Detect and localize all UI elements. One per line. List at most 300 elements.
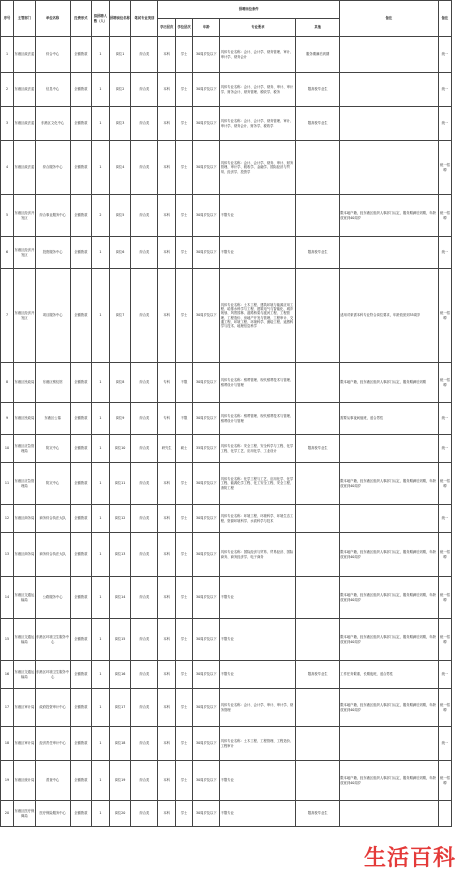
cell-age: 30周岁及以下 bbox=[193, 37, 220, 73]
cell-major: 具体专业名称：土木工程、工程管理、工程造价、工程审计 bbox=[220, 727, 296, 761]
cell-exam-category: 综合类 bbox=[131, 661, 158, 689]
cell-edu: 本科 bbox=[158, 37, 175, 73]
cell-remark: 限本地户籍，经东港区组织人事部门认定，服务期满后到期，年龄放宽到40周岁 bbox=[339, 577, 438, 619]
table-body bbox=[1, 37, 452, 827]
cell-last: 统一 bbox=[438, 37, 451, 73]
cell-remark: 工作任务繁重，长期夜班，适合男性 bbox=[339, 661, 438, 689]
cell-unit: 投资服务中心 bbox=[35, 237, 70, 269]
cell-last: 统一 bbox=[438, 107, 451, 141]
cell-post: 岗位9 bbox=[109, 403, 131, 435]
cell-other: 限高校毕业生 bbox=[296, 435, 340, 463]
cell-post: 岗位8 bbox=[109, 363, 131, 403]
cell-edu: 本科 bbox=[158, 73, 175, 107]
cell-age: 30周岁及以下 bbox=[193, 463, 220, 505]
cell-funding: 全额拨款 bbox=[70, 141, 92, 195]
cell-seq: 16 bbox=[1, 661, 14, 689]
table-row bbox=[1, 761, 452, 801]
cell-funding: 全额拨款 bbox=[70, 269, 92, 363]
cell-edu: 本科 bbox=[158, 237, 175, 269]
cell-post: 岗位16 bbox=[109, 661, 131, 689]
cell-degree: 不限 bbox=[175, 403, 192, 435]
table-row bbox=[1, 363, 452, 403]
cell-degree: 学士 bbox=[175, 107, 192, 141]
cell-last: 统一 bbox=[438, 403, 451, 435]
cell-other: 限高校毕业生 bbox=[296, 661, 340, 689]
cell-edu: 本科 bbox=[158, 269, 175, 363]
cell-unit: 东港区环境卫生服务中心 bbox=[35, 661, 70, 689]
cell-count: 1 bbox=[92, 463, 109, 505]
cell-unit: 防灾中心 bbox=[35, 435, 70, 463]
header-remark: 备注 bbox=[339, 1, 438, 37]
cell-edu: 研究生 bbox=[158, 435, 175, 463]
cell-count: 1 bbox=[92, 761, 109, 801]
cell-last: 统一 bbox=[438, 435, 451, 463]
header-count: 拟招聘人数（人） bbox=[92, 1, 109, 37]
cell-last: 统一招聘 bbox=[438, 761, 451, 801]
cell-major: 不限专业 bbox=[220, 661, 296, 689]
cell-seq: 4 bbox=[1, 141, 14, 195]
cell-count: 1 bbox=[92, 141, 109, 195]
cell-unit: 公路服务中心 bbox=[35, 577, 70, 619]
cell-other bbox=[296, 727, 340, 761]
cell-unit: 东港区殡仪馆 bbox=[35, 363, 70, 403]
cell-seq: 8 bbox=[1, 363, 14, 403]
cell-degree: 学士 bbox=[175, 577, 192, 619]
cell-last: 统一 bbox=[438, 505, 451, 533]
cell-dept: 东港区政法委 bbox=[14, 141, 36, 195]
table-row bbox=[1, 533, 452, 577]
cell-exam-category: 综合类 bbox=[131, 761, 158, 801]
cell-age: 30周岁及以下 bbox=[193, 269, 220, 363]
table-row bbox=[1, 37, 452, 73]
cell-remark: 限本地户籍，经东港区组织人事部门认定，服务期满后到期，年龄放宽到40周岁 bbox=[339, 689, 438, 727]
cell-remark: 限本地户籍，经东港区组织人事部门认定，服务期满后到期 bbox=[339, 363, 438, 403]
cell-exam-category: 综合类 bbox=[131, 237, 158, 269]
cell-edu: 本科 bbox=[158, 141, 175, 195]
cell-age: 35周岁及以下 bbox=[193, 435, 220, 463]
cell-last: 统一 bbox=[438, 661, 451, 689]
table-row bbox=[1, 195, 452, 237]
cell-funding: 全额拨款 bbox=[70, 801, 92, 827]
cell-post: 岗位12 bbox=[109, 505, 131, 533]
cell-exam-category: 综合类 bbox=[131, 403, 158, 435]
cell-major: 不限专业 bbox=[220, 761, 296, 801]
table-row bbox=[1, 237, 452, 269]
cell-other bbox=[296, 577, 340, 619]
cell-unit: 东港区文化中心 bbox=[35, 107, 70, 141]
cell-other bbox=[296, 761, 340, 801]
cell-seq: 7 bbox=[1, 269, 14, 363]
cell-major: 具体专业名称：化学工程与工艺、应用化学、化学工程、能源化学工程、化工安全工程、安全工程、消防工程 bbox=[220, 463, 296, 505]
table-row bbox=[1, 73, 452, 107]
table-row bbox=[1, 727, 452, 761]
cell-exam-category: 综合类 bbox=[131, 727, 158, 761]
cell-age: 30周岁及以下 bbox=[193, 195, 220, 237]
cell-funding: 全额拨款 bbox=[70, 619, 92, 661]
cell-dept: 东港区交通运输局 bbox=[14, 577, 36, 619]
cell-degree: 学士 bbox=[175, 141, 192, 195]
cell-dept: 东港区统计局 bbox=[14, 761, 36, 801]
cell-dept: 东港区审计局 bbox=[14, 689, 36, 727]
cell-funding: 全额拨款 bbox=[70, 237, 92, 269]
cell-count: 1 bbox=[92, 689, 109, 727]
cell-age: 30周岁及以下 bbox=[193, 141, 220, 195]
cell-dept: 东港区政法委 bbox=[14, 37, 36, 73]
cell-post: 岗位10 bbox=[109, 435, 131, 463]
cell-last: 统一招聘 bbox=[438, 619, 451, 661]
cell-major: 具体专业名称：会计、会计学、财务、审计、审计学、财务会计、财务管理、税收学、税务 bbox=[220, 73, 296, 107]
header-last: 备注 bbox=[438, 1, 451, 37]
cell-post: 岗位1 bbox=[109, 37, 131, 73]
cell-funding: 全额拨款 bbox=[70, 761, 92, 801]
cell-last: 统一 bbox=[438, 237, 451, 269]
cell-dept: 东港区应急管理局 bbox=[14, 435, 36, 463]
table-row bbox=[1, 689, 452, 727]
cell-major: 不限专业 bbox=[220, 577, 296, 619]
cell-dept: 东港区民政局 bbox=[14, 363, 36, 403]
header-row bbox=[1, 1, 452, 19]
cell-count: 1 bbox=[92, 435, 109, 463]
header-unit: 单位名称 bbox=[35, 1, 70, 37]
cell-age: 30周岁及以下 bbox=[193, 107, 220, 141]
cell-age: 30周岁及以下 bbox=[193, 237, 220, 269]
cell-post: 岗位13 bbox=[109, 533, 131, 577]
cell-unit: 普查中心 bbox=[35, 761, 70, 801]
cell-other bbox=[296, 269, 340, 363]
cell-unit: 商务综合执法大队 bbox=[35, 533, 70, 577]
cell-exam-category: 综合类 bbox=[131, 195, 158, 237]
cell-last: 统一招聘 bbox=[438, 363, 451, 403]
cell-count: 1 bbox=[92, 73, 109, 107]
cell-exam-category: 综合类 bbox=[131, 435, 158, 463]
cell-other bbox=[296, 363, 340, 403]
cell-funding: 全额拨款 bbox=[70, 727, 92, 761]
cell-edu: 专科 bbox=[158, 363, 175, 403]
cell-other bbox=[296, 619, 340, 661]
cell-post: 岗位3 bbox=[109, 107, 131, 141]
cell-count: 1 bbox=[92, 505, 109, 533]
cell-last: 统一招聘 bbox=[438, 577, 451, 619]
cell-major: 具体专业名称：安全工程、安全科学与工程、化学工程、化学工艺、应用化学、工业设计 bbox=[220, 435, 296, 463]
table-row bbox=[1, 141, 452, 195]
cell-age: 30周岁及以下 bbox=[193, 73, 220, 107]
cell-exam-category: 综合类 bbox=[131, 619, 158, 661]
cell-age: 30周岁及以下 bbox=[193, 577, 220, 619]
cell-last: 统一招聘 bbox=[438, 463, 451, 505]
cell-unit: 综合服务中心 bbox=[35, 141, 70, 195]
cell-major: 具体专业名称：环境工程、环境科学、环境生态工程、资源环境科学、水质科学与技术 bbox=[220, 505, 296, 533]
cell-other: 服务期满后到期 bbox=[296, 37, 340, 73]
cell-exam-category: 综合类 bbox=[131, 463, 158, 505]
cell-count: 1 bbox=[92, 107, 109, 141]
cell-edu: 本科 bbox=[158, 463, 175, 505]
cell-seq: 9 bbox=[1, 403, 14, 435]
cell-exam-category: 综合类 bbox=[131, 689, 158, 727]
cell-count: 1 bbox=[92, 661, 109, 689]
cell-post: 岗位15 bbox=[109, 619, 131, 661]
table-row bbox=[1, 619, 452, 661]
cell-count: 1 bbox=[92, 403, 109, 435]
cell-funding: 全额拨款 bbox=[70, 463, 92, 505]
cell-remark: 适用对象需本科专业符合岗位要求，年龄放宽到35周岁 bbox=[339, 269, 438, 363]
cell-remark bbox=[339, 801, 438, 827]
cell-funding: 全额拨款 bbox=[70, 403, 92, 435]
cell-edu: 本科 bbox=[158, 727, 175, 761]
cell-post: 岗位7 bbox=[109, 269, 131, 363]
cell-edu: 专科 bbox=[158, 403, 175, 435]
cell-degree: 学士 bbox=[175, 661, 192, 689]
cell-funding: 全额拨款 bbox=[70, 661, 92, 689]
cell-major: 不限专业 bbox=[220, 801, 296, 827]
cell-unit: 项目服务中心 bbox=[35, 269, 70, 363]
cell-other: 限高校毕业生 bbox=[296, 237, 340, 269]
cell-remark: 限本地户籍，经东港区组织人事部门认定，服务期满后到期，年龄放宽到40周岁 bbox=[339, 195, 438, 237]
cell-other bbox=[296, 505, 340, 533]
cell-remark bbox=[339, 435, 438, 463]
cell-major: 具体专业名称：殡葬管理、现代殡葬技术与管理、殡葬设计与管理 bbox=[220, 403, 296, 435]
cell-dept: 东港区审计局 bbox=[14, 727, 36, 761]
cell-unit: 东港区公墓 bbox=[35, 403, 70, 435]
cell-edu: 本科 bbox=[158, 761, 175, 801]
cell-count: 1 bbox=[92, 533, 109, 577]
cell-seq: 2 bbox=[1, 73, 14, 107]
cell-remark bbox=[339, 141, 438, 195]
cell-remark bbox=[339, 727, 438, 761]
cell-seq: 3 bbox=[1, 107, 14, 141]
cell-dept: 东港区交通运输局 bbox=[14, 661, 36, 689]
cell-seq: 17 bbox=[1, 689, 14, 727]
cell-dept: 东港区医疗保障局 bbox=[14, 801, 36, 827]
cell-major: 具体专业名称：会计、会计学、审计、审计学、财务管理 bbox=[220, 689, 296, 727]
cell-unit: 政府投资审计中心 bbox=[35, 689, 70, 727]
cell-degree: 学士 bbox=[175, 761, 192, 801]
cell-funding: 全额拨款 bbox=[70, 505, 92, 533]
cell-exam-category: 综合类 bbox=[131, 363, 158, 403]
cell-post: 岗位6 bbox=[109, 237, 131, 269]
cell-dept: 东港区商务局 bbox=[14, 505, 36, 533]
cell-post: 岗位18 bbox=[109, 727, 131, 761]
cell-other bbox=[296, 141, 340, 195]
cell-edu: 本科 bbox=[158, 533, 175, 577]
cell-degree: 学士 bbox=[175, 195, 192, 237]
cell-age: 30周岁及以下 bbox=[193, 761, 220, 801]
cell-post: 岗位5 bbox=[109, 195, 131, 237]
cell-edu: 本科 bbox=[158, 577, 175, 619]
cell-seq: 13 bbox=[1, 533, 14, 577]
header-exam-category: 笔试专业类别 bbox=[131, 1, 158, 37]
cell-exam-category: 综合类 bbox=[131, 533, 158, 577]
cell-edu: 本科 bbox=[158, 661, 175, 689]
table-row bbox=[1, 463, 452, 505]
cell-remark bbox=[339, 107, 438, 141]
cell-unit: 东港区环境卫生服务中心 bbox=[35, 619, 70, 661]
cell-remark bbox=[339, 37, 438, 73]
cell-last bbox=[438, 801, 451, 827]
header-conditions-group: 招聘岗位条件 bbox=[158, 1, 339, 19]
cell-edu: 本科 bbox=[158, 619, 175, 661]
cell-count: 1 bbox=[92, 577, 109, 619]
table-row bbox=[1, 435, 452, 463]
cell-age: 30周岁及以下 bbox=[193, 661, 220, 689]
cell-last: 统一 bbox=[438, 727, 451, 761]
cell-funding: 全额拨款 bbox=[70, 73, 92, 107]
header-dept: 主管部门 bbox=[14, 1, 36, 37]
cell-post: 岗位20 bbox=[109, 801, 131, 827]
table-row bbox=[1, 107, 452, 141]
cell-seq: 1 bbox=[1, 37, 14, 73]
cell-major: 不限专业 bbox=[220, 619, 296, 661]
cell-unit: 商务综合执法大队 bbox=[35, 505, 70, 533]
cell-major: 不限专业 bbox=[220, 237, 296, 269]
cell-age: 30周岁及以下 bbox=[193, 801, 220, 827]
cell-edu: 本科 bbox=[158, 689, 175, 727]
watermark-logo: 生活百科 bbox=[363, 846, 456, 871]
header-major: 专业要求 bbox=[220, 19, 296, 37]
cell-unit: 综合事业服务中心 bbox=[35, 195, 70, 237]
cell-major: 具体专业名称：土木工程、建筑环境与能源应用工程、给排水科学与工程、建筑电气与智能化、城乡规划、风景园林、道路桥梁与渡河工程、工程管理、工程造价、房地产开发与管理、工程审计、交通工程、环境工程、环境科学、测绘工程、遥感科学与技术、地理信息科学 bbox=[220, 269, 296, 363]
cell-other: 限高校毕业生 bbox=[296, 107, 340, 141]
cell-seq: 6 bbox=[1, 237, 14, 269]
cell-degree: 学士 bbox=[175, 727, 192, 761]
cell-seq: 5 bbox=[1, 195, 14, 237]
cell-funding: 全额拨款 bbox=[70, 435, 92, 463]
cell-degree: 学士 bbox=[175, 505, 192, 533]
cell-remark bbox=[339, 505, 438, 533]
cell-remark: 限本地户籍，经东港区组织人事部门认定，服务期满后到期，年龄放宽到40周岁 bbox=[339, 463, 438, 505]
cell-dept: 东港区应急管理局 bbox=[14, 463, 36, 505]
cell-seq: 11 bbox=[1, 463, 14, 505]
cell-exam-category: 综合类 bbox=[131, 801, 158, 827]
cell-major: 具体专业名称：国际经济与贸易、贸易经济、国际商务、商务经济学、电子商务 bbox=[220, 533, 296, 577]
cell-exam-category: 综合类 bbox=[131, 73, 158, 107]
cell-funding: 全额拨款 bbox=[70, 195, 92, 237]
cell-last: 统一招聘 bbox=[438, 689, 451, 727]
cell-post: 岗位2 bbox=[109, 73, 131, 107]
cell-degree: 学士 bbox=[175, 237, 192, 269]
cell-post: 岗位4 bbox=[109, 141, 131, 195]
cell-count: 1 bbox=[92, 363, 109, 403]
cell-other bbox=[296, 533, 340, 577]
table-row bbox=[1, 577, 452, 619]
cell-major: 具体专业名称：会计、会计学、财务、审计、财务管理、审计学、税收学、金融学、国际经济与贸易、经济学、投资学 bbox=[220, 141, 296, 195]
cell-exam-category: 综合类 bbox=[131, 577, 158, 619]
table-row bbox=[1, 505, 452, 533]
cell-age: 30周岁及以下 bbox=[193, 403, 220, 435]
cell-count: 1 bbox=[92, 269, 109, 363]
cell-major: 具体专业名称：会计、会计学、财务管理、审计、审计学、财务会计 bbox=[220, 37, 296, 73]
cell-unit: 经济责任审计中心 bbox=[35, 727, 70, 761]
cell-degree: 学士 bbox=[175, 463, 192, 505]
table-row bbox=[1, 661, 452, 689]
cell-major: 不限专业 bbox=[220, 195, 296, 237]
cell-degree: 学士 bbox=[175, 619, 192, 661]
cell-funding: 全额拨款 bbox=[70, 533, 92, 577]
header-age: 年龄 bbox=[193, 19, 220, 37]
cell-exam-category: 综合类 bbox=[131, 107, 158, 141]
cell-post: 岗位11 bbox=[109, 463, 131, 505]
cell-count: 1 bbox=[92, 37, 109, 73]
cell-dept: 东港区政法委 bbox=[14, 73, 36, 107]
cell-edu: 本科 bbox=[158, 107, 175, 141]
cell-remark bbox=[339, 73, 438, 107]
cell-exam-category: 综合类 bbox=[131, 269, 158, 363]
header-seq: 序号 bbox=[1, 1, 14, 37]
cell-other bbox=[296, 463, 340, 505]
cell-seq: 20 bbox=[1, 801, 14, 827]
cell-unit: 防灾中心 bbox=[35, 463, 70, 505]
cell-edu: 本科 bbox=[158, 505, 175, 533]
cell-count: 1 bbox=[92, 727, 109, 761]
cell-last: 统一 bbox=[438, 73, 451, 107]
cell-degree: 学士 bbox=[175, 533, 192, 577]
cell-remark: 需要从事夜间值班，适合男性 bbox=[339, 403, 438, 435]
cell-remark bbox=[339, 237, 438, 269]
cell-major: 具体专业名称：会计、会计学、财务管理、审计、审计学、财务会计、财务学、税收学 bbox=[220, 107, 296, 141]
cell-last: 统一招聘 bbox=[438, 533, 451, 577]
table-row bbox=[1, 801, 452, 827]
header-degree: 学位层次 bbox=[175, 19, 192, 37]
cell-age: 30周岁及以下 bbox=[193, 619, 220, 661]
cell-degree: 学士 bbox=[175, 689, 192, 727]
cell-count: 1 bbox=[92, 801, 109, 827]
cell-funding: 全额拨款 bbox=[70, 37, 92, 73]
cell-remark: 限本地户籍，经东港区组织人事部门认定，服务期满后到期，年龄放宽到40周岁 bbox=[339, 533, 438, 577]
cell-funding: 全额拨款 bbox=[70, 107, 92, 141]
cell-seq: 18 bbox=[1, 727, 14, 761]
cell-funding: 全额拨款 bbox=[70, 363, 92, 403]
cell-major: 具体专业名称：殡葬管理、现代殡葬技术与管理、殡葬设计与管理 bbox=[220, 363, 296, 403]
cell-last: 统一招聘 bbox=[438, 269, 451, 363]
table-row bbox=[1, 269, 452, 363]
cell-unit: 综合中心 bbox=[35, 37, 70, 73]
cell-degree: 学士 bbox=[175, 37, 192, 73]
cell-other bbox=[296, 403, 340, 435]
cell-dept: 东港区商务局 bbox=[14, 533, 36, 577]
cell-post: 岗位17 bbox=[109, 689, 131, 727]
cell-seq: 10 bbox=[1, 435, 14, 463]
cell-last: 统一招聘 bbox=[438, 141, 451, 195]
cell-age: 30周岁及以下 bbox=[193, 727, 220, 761]
cell-dept: 东港区交通运输局 bbox=[14, 619, 36, 661]
cell-dept: 东港区政法委 bbox=[14, 107, 36, 141]
cell-age: 30周岁及以下 bbox=[193, 689, 220, 727]
cell-dept: 东港区民政局 bbox=[14, 403, 36, 435]
cell-other bbox=[296, 195, 340, 237]
cell-seq: 12 bbox=[1, 505, 14, 533]
header-other: 其他 bbox=[296, 19, 340, 37]
cell-other: 限高校毕业生 bbox=[296, 73, 340, 107]
cell-unit: 医疗保险服务中心 bbox=[35, 801, 70, 827]
cell-dept: 东港区经济开发区 bbox=[14, 237, 36, 269]
cell-remark: 限本地户籍，经东港区组织人事部门认定，服务期满后到期，年龄放宽到40周岁 bbox=[339, 619, 438, 661]
cell-exam-category: 综合类 bbox=[131, 37, 158, 73]
cell-degree: 学士 bbox=[175, 73, 192, 107]
cell-post: 岗位19 bbox=[109, 761, 131, 801]
cell-count: 2 bbox=[92, 195, 109, 237]
cell-age: 30周岁及以下 bbox=[193, 505, 220, 533]
cell-count: 1 bbox=[92, 237, 109, 269]
cell-degree: 学士 bbox=[175, 269, 192, 363]
cell-seq: 15 bbox=[1, 619, 14, 661]
table-row bbox=[1, 403, 452, 435]
cell-count: 1 bbox=[92, 619, 109, 661]
cell-age: 30周岁及以下 bbox=[193, 363, 220, 403]
cell-dept: 东港区经济开发区 bbox=[14, 195, 36, 237]
cell-exam-category: 综合类 bbox=[131, 141, 158, 195]
cell-edu: 本科 bbox=[158, 801, 175, 827]
cell-exam-category: 综合类 bbox=[131, 505, 158, 533]
cell-other bbox=[296, 689, 340, 727]
